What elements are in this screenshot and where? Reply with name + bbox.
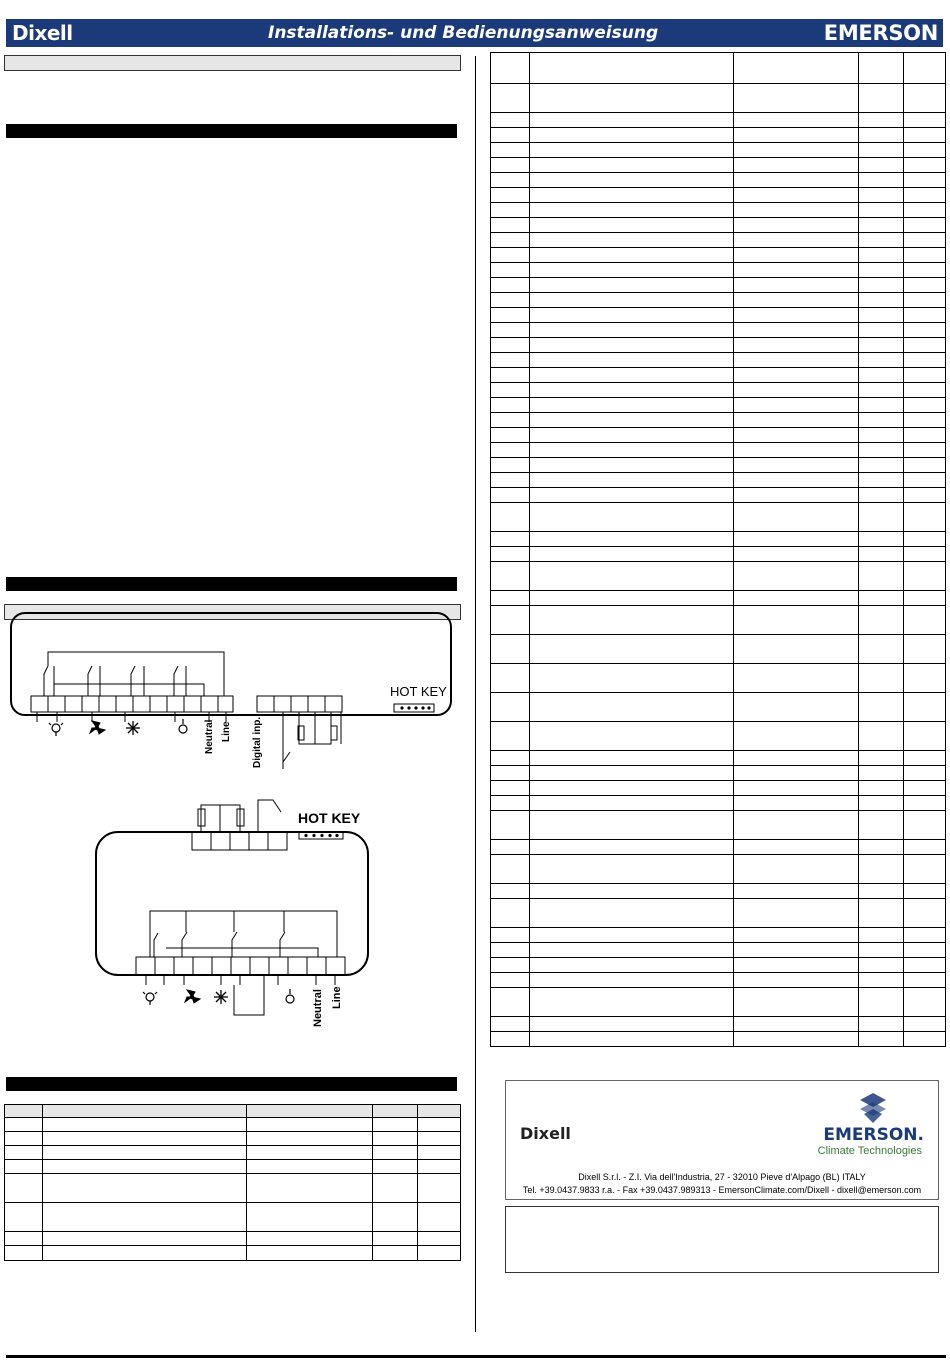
- emerson-emblem-icon: [860, 1093, 886, 1123]
- section-bar-gray-1: [4, 55, 461, 71]
- table-row: [491, 278, 946, 293]
- table-row: [491, 884, 946, 899]
- table-row: [491, 113, 946, 128]
- table-row: [491, 547, 946, 562]
- table-row: [491, 928, 946, 943]
- table-row: [491, 143, 946, 158]
- table-row: [491, 218, 946, 233]
- table-row: [491, 840, 946, 855]
- hot-key-label-2: HOT KEY: [298, 810, 361, 826]
- table-row: [491, 158, 946, 173]
- table-row: [491, 368, 946, 383]
- table-row: [491, 1032, 946, 1047]
- terminal-neutral-label: Neutral: [204, 719, 215, 754]
- table-row: [491, 248, 946, 263]
- table-row: [491, 988, 946, 1017]
- table-row: [491, 308, 946, 323]
- parameter-table-right: [490, 52, 946, 1047]
- light-icon: [143, 992, 157, 1005]
- table-row: [491, 973, 946, 988]
- hot-key-label: HOT KEY: [390, 684, 447, 699]
- alarm-icon: [179, 719, 187, 733]
- footer-dixell-logo: Dixell: [520, 1124, 571, 1143]
- table-row: [491, 398, 946, 413]
- wiring-diagram-top: [4, 604, 464, 784]
- table-row: [491, 899, 946, 928]
- terminal-line-label-2: Line: [331, 986, 343, 1009]
- terminal-line-label: Line: [221, 721, 232, 742]
- table-row: [5, 1203, 461, 1232]
- table-row: [491, 958, 946, 973]
- table-row: [5, 1118, 461, 1132]
- table-row: [491, 766, 946, 781]
- table-row: [491, 664, 946, 693]
- fan-icon: [90, 721, 105, 734]
- table-row: [491, 458, 946, 473]
- table-row: [491, 781, 946, 796]
- table-row: [491, 293, 946, 308]
- footer-emerson-logo: EMERSON.: [823, 1125, 924, 1145]
- table-row: [5, 1232, 461, 1246]
- table-row: [491, 693, 946, 722]
- table-row: [5, 1132, 461, 1146]
- footer-address: Dixell S.r.l. - Z.I. Via dell'Industria, 27 - 32010 Pieve d'Alpago (BL) ITALY: [578, 1172, 866, 1182]
- table-row: [5, 1160, 461, 1174]
- terminal-digital-input-label: Digital inp.: [252, 716, 263, 768]
- table-row: [491, 635, 946, 664]
- table-row: [491, 233, 946, 248]
- section-bar-black-3: [6, 1077, 457, 1091]
- document-title: Installations- und Bedienungsanweisung: [268, 23, 659, 43]
- table-row: [491, 722, 946, 751]
- table-row: [491, 503, 946, 532]
- table-row: [491, 943, 946, 958]
- footer-contact: Tel. +39.0437.9833 r.a. - Fax +39.0437.989313 - EmersonClimate.com/Dixell - dixell@emerson.com: [522, 1185, 922, 1195]
- table-row: [491, 473, 946, 488]
- table-row: [491, 383, 946, 398]
- table-row: [491, 353, 946, 368]
- table-row: [491, 203, 946, 218]
- table-row: [491, 323, 946, 338]
- note-box: [505, 1206, 939, 1273]
- table-row: [491, 188, 946, 203]
- table-row: [5, 1246, 461, 1261]
- table-row: [491, 606, 946, 635]
- defrost-icon: [126, 721, 140, 735]
- table-row: [491, 128, 946, 143]
- table-header-row: [5, 1105, 461, 1118]
- parameter-table-left: [4, 1104, 461, 1261]
- table-row: [491, 811, 946, 840]
- section-bar-black-1: [6, 124, 457, 138]
- table-row: [5, 1146, 461, 1160]
- table-row: [491, 562, 946, 591]
- defrost-icon: [214, 990, 228, 1004]
- terminal-neutral-label-2: Neutral: [312, 989, 324, 1027]
- table-row: [491, 428, 946, 443]
- light-icon: [49, 723, 63, 736]
- table-row: [491, 443, 946, 458]
- table-row: [5, 1174, 461, 1203]
- table-row: [491, 338, 946, 353]
- table-row: [491, 53, 946, 84]
- table-row: [491, 591, 946, 606]
- table-row: [491, 84, 946, 113]
- table-row: [491, 532, 946, 547]
- section-bar-black-2: [6, 577, 457, 591]
- column-divider: [475, 56, 476, 1332]
- footer-logo-box: [505, 1080, 939, 1200]
- table-row: [491, 173, 946, 188]
- table-row: [491, 263, 946, 278]
- table-row: [491, 796, 946, 811]
- footer-subtitle: Climate Technologies: [817, 1145, 922, 1157]
- table-row: [491, 1017, 946, 1032]
- table-row: [491, 855, 946, 884]
- table-row: [491, 488, 946, 503]
- emerson-logo: EMERSON: [823, 21, 938, 45]
- wiring-diagram-bottom: [94, 795, 384, 1030]
- fan-icon: [185, 990, 200, 1003]
- table-row: [491, 413, 946, 428]
- table-row: [491, 751, 946, 766]
- bottom-rule: [6, 1355, 946, 1358]
- dixell-logo: Dixell: [12, 21, 73, 45]
- alarm-icon: [286, 989, 294, 1003]
